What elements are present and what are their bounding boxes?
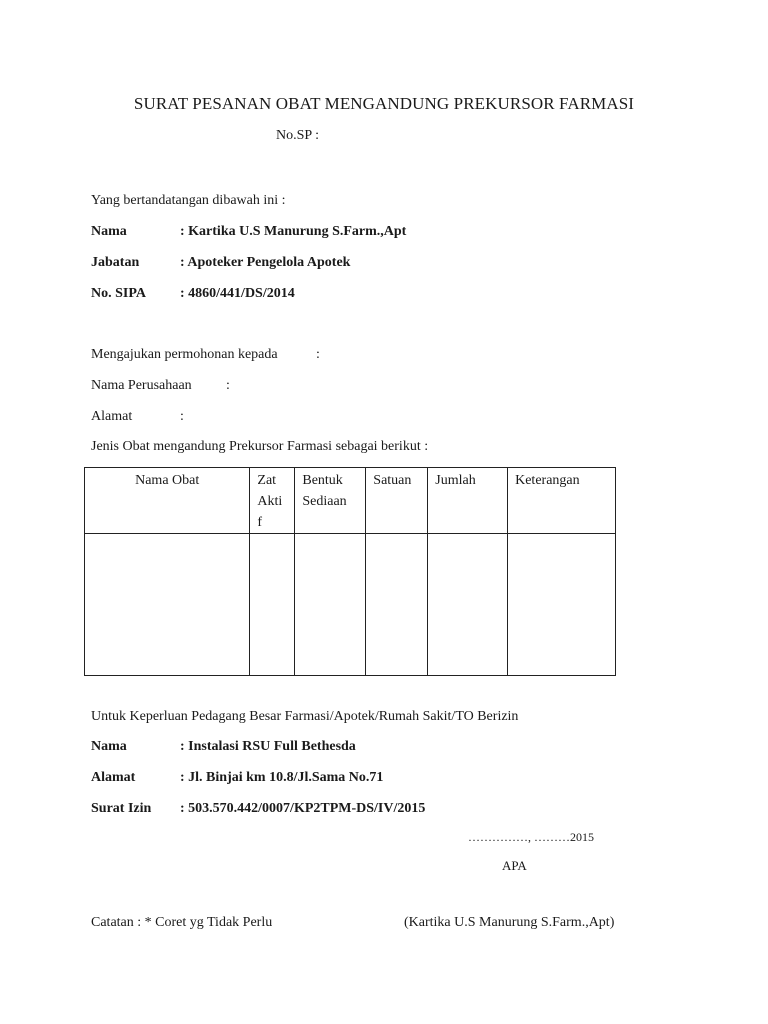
cell-keterangan[interactable] xyxy=(508,534,616,676)
header-bentuk-sediaan xyxy=(295,468,366,534)
footnote: Catatan : * Coret yg Tidak Perlu xyxy=(91,915,273,930)
institution-address-label: Alamat xyxy=(91,770,136,785)
purpose-text: Untuk Keperluan Pedagang Besar Farmasi/Apotek/Rumah Sakit/TO Berizin xyxy=(91,709,519,724)
institution-license-label: Surat Izin xyxy=(91,801,152,816)
company-address-label: Alamat xyxy=(91,409,133,424)
header-bentuk-line-2: Sediaan xyxy=(302,494,347,509)
signer-position-label: Jabatan xyxy=(91,255,140,270)
drug-order-table xyxy=(84,467,616,676)
request-to-colon: : xyxy=(316,347,320,362)
header-bentuk-line-1: Bentuk xyxy=(302,473,343,488)
header-zat-aktif-line-1: Zat xyxy=(257,473,277,488)
institution-name-label: Nama xyxy=(91,739,127,754)
table-header-row xyxy=(85,468,616,534)
signer-name: (Kartika U.S Manurung S.Farm.,Apt) xyxy=(404,915,615,930)
header-keterangan: Keterangan xyxy=(508,468,616,534)
institution-address-value: : Jl. Binjai km 10.8/Jl.Sama No.71 xyxy=(180,770,384,785)
request-to-label: Mengajukan permohonan kepada xyxy=(91,347,278,362)
header-zat-aktif xyxy=(250,468,295,534)
signature-date: ……………, ………2015 xyxy=(468,830,594,844)
company-name-label: Nama Perusahaan xyxy=(91,378,192,393)
cell-jumlah[interactable] xyxy=(428,534,508,676)
cell-satuan[interactable] xyxy=(366,534,428,676)
header-zat-aktif-line-3: f xyxy=(257,515,263,530)
company-address-colon: : xyxy=(180,409,184,424)
order-number-label: No.SP : xyxy=(276,128,320,143)
document-title: SURAT PESANAN OBAT MENGANDUNG PREKURSOR FARMASI xyxy=(133,94,635,113)
intro-text: Yang bertandatangan dibawah ini : xyxy=(91,193,286,208)
cell-nama-obat[interactable] xyxy=(85,534,250,676)
table-row xyxy=(85,534,616,676)
signer-sipa-label: No. SIPA xyxy=(91,286,146,301)
apa-label: APA xyxy=(502,858,527,873)
cell-bentuk-sediaan[interactable] xyxy=(295,534,366,676)
company-name-colon: : xyxy=(226,378,230,393)
signer-name-label: Nama xyxy=(91,224,127,239)
header-jumlah: Jumlah xyxy=(428,468,508,534)
table-intro-text: Jenis Obat mengandung Prekursor Farmasi sebagai berikut : xyxy=(91,439,429,454)
header-zat-aktif-line-2: Akti xyxy=(257,494,283,509)
signer-sipa-value: : 4860/441/DS/2014 xyxy=(180,286,295,301)
header-satuan: Satuan xyxy=(366,468,428,534)
signer-name-value: : Kartika U.S Manurung S.Farm.,Apt xyxy=(180,224,407,239)
header-nama-obat: Nama Obat xyxy=(85,468,250,534)
signer-position-value: : Apoteker Pengelola Apotek xyxy=(180,255,351,270)
institution-name-value: : Instalasi RSU Full Bethesda xyxy=(180,739,356,754)
cell-zat-aktif[interactable] xyxy=(250,534,295,676)
institution-license-value: : 503.570.442/0007/KP2TPM-DS/IV/2015 xyxy=(180,801,426,816)
